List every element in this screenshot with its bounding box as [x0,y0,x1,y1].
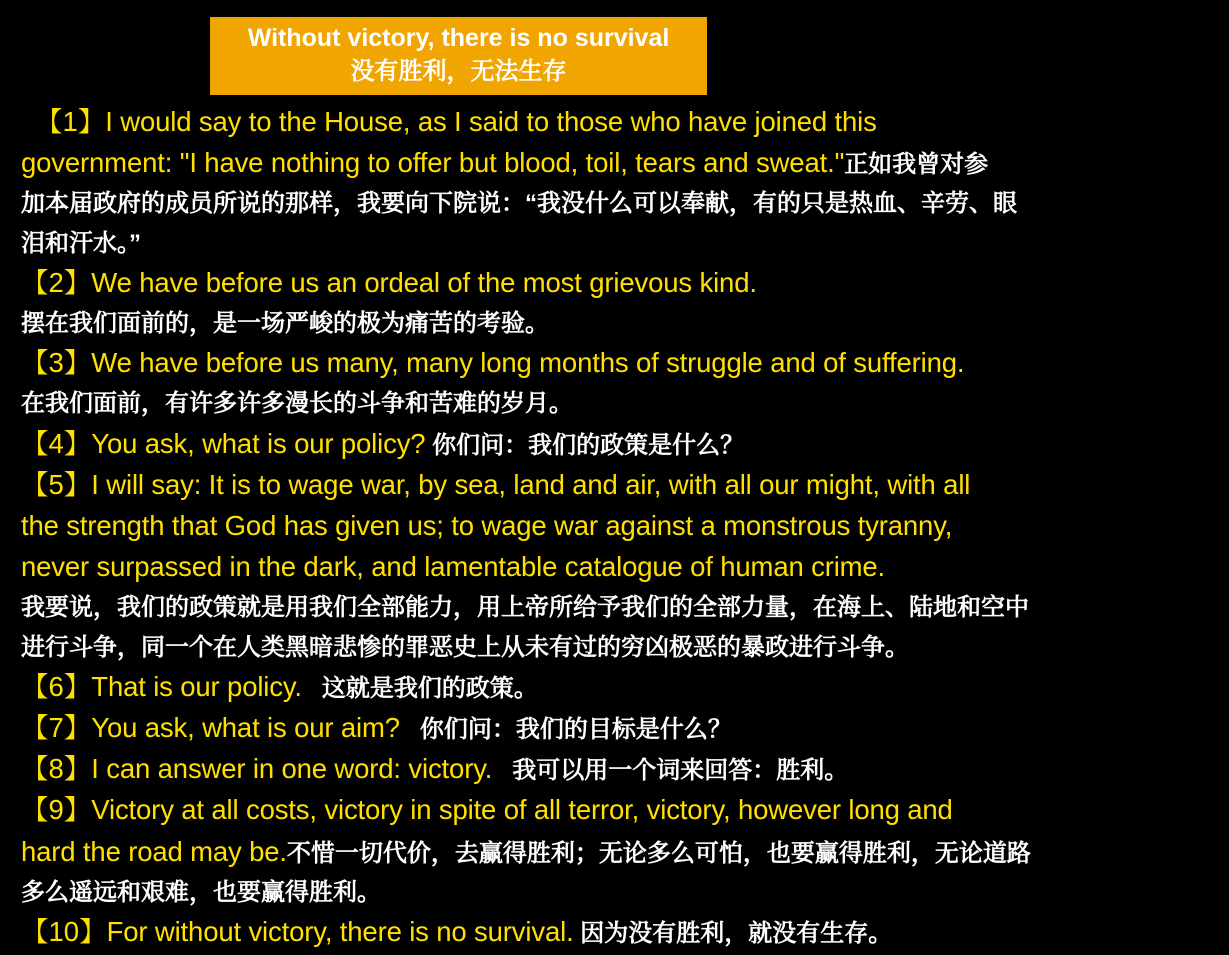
paragraph-number: 【2】 [21,266,92,298]
chinese-text: 你们问：我们的目标是什么？ [399,716,732,744]
chinese-text: 这就是我们的政策。 [301,674,538,702]
paragraph-8-line-1 [21,751,1201,792]
english-text: For without victory, there is no survival. [106,916,574,948]
english-text: I can answer in one word: victory. [91,753,493,785]
paragraph-5-line-1 [21,467,1201,508]
paragraph-number: 【4】 [21,427,92,459]
paragraph-2-line-1 [21,265,1201,306]
english-text: You ask, what is our policy? [91,427,426,459]
paragraph-4-line-1 [21,426,1201,467]
paragraph-number: 【8】 [21,753,92,785]
chinese-text: 我要说，我们的政策就是用我们全部能力，用上帝所给予我们的全部力量，在海上、陆地和空中 [21,594,1029,622]
chinese-text: 摆在我们面前的，是一场严峻的极为痛苦的考验。 [21,310,549,338]
paragraph-number: 【5】 [21,468,92,500]
paragraph-2-line-2 [21,306,1201,345]
paragraph-3-line-1 [21,345,1201,386]
paragraph-10-line-1 [21,914,1201,955]
paragraph-5-line-3 [21,549,1201,590]
english-text: We have before us an ordeal of the most grievous kind. [91,266,757,298]
paragraph-5-line-4 [21,590,1201,629]
paragraph-1-line-4 [21,226,1201,265]
paragraph-1-line-3 [21,186,1201,225]
english-text: I would say to the House, as I said to those who have joined this [105,106,877,137]
paragraph-5-line-5 [21,630,1201,669]
paragraph-number: 【9】 [21,794,92,826]
english-text: That is our policy. [91,670,302,702]
english-text: never surpassed in the dark, and lamentable catalogue of human crime. [21,551,886,583]
paragraph-number: 【1】 [35,106,106,137]
chinese-text: 你们问：我们的政策是什么？ [425,431,745,459]
chinese-text: 进行斗争，同一个在人类黑暗悲惨的罪恶史上从未有过的穷凶极恶的暴政进行斗争。 [21,633,909,661]
english-text: You ask, what is our aim? [91,712,400,744]
paragraph-number: 【7】 [21,712,92,744]
paragraph-1-line-2 [21,145,1201,186]
chinese-text: 泪和汗水。” [21,229,141,257]
chinese-text: 在我们面前，有许多许多漫长的斗争和苦难的岁月。 [21,390,573,418]
english-text: hard the road may be. [21,835,287,867]
chinese-text: 我可以用一个词来回答：胜利。 [492,757,849,785]
chinese-text: 加本届政府的成员所说的那样，我要向下院说：“我没什么可以奉献，有的只是热血、辛劳、眼 [21,190,1017,218]
paragraph-9-line-2 [21,834,1201,875]
chinese-text: 正如我曾对参 [844,151,989,179]
paragraph-number: 【6】 [21,670,92,702]
speech-text [21,104,1201,955]
paragraph-5-line-2 [21,508,1201,549]
paragraph-1-line-1 [21,104,1201,145]
chinese-text: 多么遥远和艰难，也要赢得胜利。 [21,878,381,906]
english-text: We have before us many, many long months of struggle and of suffering. [91,347,965,379]
paragraph-6-line-1 [21,669,1201,710]
title-banner [210,17,707,95]
paragraph-7-line-1 [21,710,1201,751]
chinese-text: 不惜一切代价，去赢得胜利；无论多么可怕，也要赢得胜利，无论道路 [286,839,1031,867]
english-text: the strength that God has given us; to wage war against a monstrous tyranny, [21,510,953,542]
title-chinese: 没有胜利，无法生存 [350,58,567,85]
paragraph-3-line-2 [21,386,1201,425]
english-text: I will say: It is to wage war, by sea, land and air, with all our might, with all [91,468,971,500]
english-text: Victory at all costs, victory in spite of all terror, victory, however long and [91,794,953,826]
paragraph-number: 【3】 [21,347,92,379]
paragraph-9-line-3 [21,875,1201,914]
paragraph-number: 【10】 [21,916,107,948]
chinese-text: 因为没有胜利，就没有生存。 [573,920,893,948]
paragraph-9-line-1 [21,792,1201,833]
english-text: government: "I have nothing to offer but blood, toil, tears and sweat." [21,147,845,179]
title-english: Without victory, there is no survival [247,24,670,52]
